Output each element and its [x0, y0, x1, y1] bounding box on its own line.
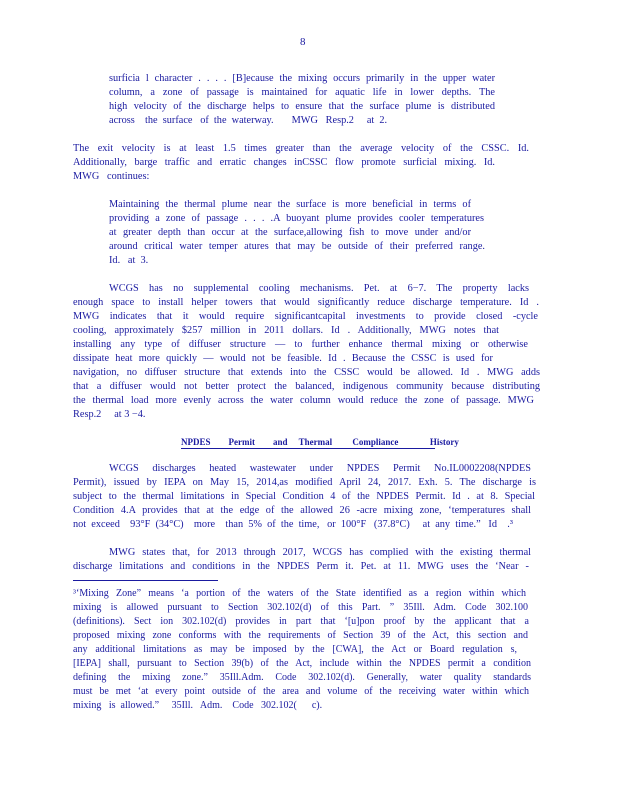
page-number: 8 — [300, 36, 306, 48]
para3-line: Condition 4.A provides that at the edge of the allowed 26 -acre mixing zone, ‘temperatures shall — [73, 505, 531, 516]
para2-line: enough space to install helper towers that would significantly reduce discharge temperature. Id . — [73, 297, 539, 308]
footnote-line: proposed mixing zone conforms with the requirements of Section 39 of the Act, this section and — [73, 630, 528, 641]
quote1-line: high velocity of the discharge helps to ensure that the surface plume is distributed — [109, 101, 495, 112]
quote2-line: providing a zone of passage . . . .A buoyant plume provides cooler temperatures — [109, 213, 484, 224]
footnote-line: (definitions). Sect ion 302.102(d) provides in part that ‘[u]pon proof by the applicant that a — [73, 616, 529, 627]
footnote-line: ³‘Mixing Zone” means ‘a portion of the waters of the State identified as a region within which — [73, 588, 526, 599]
para2-line: MWG indicates that it would require significantcapital investments to provide closed -cycle — [73, 311, 538, 322]
para2-line: navigation, no diffuser structure that extends into the CSSC would be allowed. Id . MWG adds — [73, 367, 540, 378]
quote1-line: across the surface of the waterway. MWG Resp.2 at 2. — [109, 115, 388, 126]
quote2-line: at greater depth than occur at the surface,allowing fish to move under and/or — [109, 227, 471, 238]
para2-line: WCGS has no supplemental cooling mechanisms. Pet. at 6−7. The property lacks — [109, 283, 529, 294]
para2-line: the thermal load more evenly across the water column would reduce the zone of passage. MWG — [73, 395, 534, 406]
footnote-line: [IEPA] shall, pursuant to Section 39(b) of the Act, include within the NPDES permit a condition — [73, 658, 531, 669]
para2-line: dissipate heat more quickly — would not be feasible. Id . Because the CSSC is used for — [73, 353, 493, 364]
para4-line: MWG states that, for 2013 through 2017, WCGS has complied with the existing thermal — [109, 547, 531, 558]
para3-line: WCGS discharges heated wastewater under NPDES Permit No.IL0002208(NPDES — [109, 463, 531, 474]
para3-line: not exceed 93°F (34°C) more than 5% of the time, or 100°F (37.8°C) at any time.” Id .³ — [73, 519, 513, 530]
para3-line: subject to the thermal limitations in Special Condition 4 of the NPDES Permit. Id . at 8. Special — [73, 491, 535, 502]
para4-line: discharge limitations and conditions in the NPDES Perm it. Pet. at 11. MWG uses the ‘Near - — [73, 561, 529, 572]
footnote-line: defining the mixing zone.” 35Ill.Adm. Code 302.102(d). Generally, water quality standards — [73, 672, 531, 683]
para2-line: cooling, approximately $257 million in 2011 dollars. Id . Additionally, MWG notes that — [73, 325, 499, 336]
quote1-line: column, a zone of passage is maintained for aquatic life in lower depths. The — [109, 87, 495, 98]
para1-line: MWG continues: — [73, 171, 150, 182]
para2-line: that a diffuser would not better protect the balanced, indigenous community because distributing — [73, 381, 540, 392]
section-heading: NPDES Permit and Thermal Compliance History — [181, 437, 459, 447]
footnote-line: mixing is allowed.” 35Ill. Adm. Code 302.102( c). — [73, 700, 323, 711]
para2-line: Resp.2 at 3 −4. — [73, 409, 146, 420]
para1-line: The exit velocity is at least 1.5 times greater than the average velocity of the CSSC. Id. — [73, 143, 529, 154]
footnote-line: any additional limitations as may be imposed by the [CWA], the Act or Board regulation s, — [73, 644, 517, 655]
para2-line: installing any type of diffuser structure — to further enhance thermal mixing or otherwise — [73, 339, 528, 350]
footnote-line: mixing is allowed pursuant to Section 302.102(d) of this Part. ” 35Ill. Adm. Code 302.100 — [73, 602, 528, 613]
quote1-line: surficia l character . . . . [B]ecause the mixing occurs primarily in the upper water — [109, 73, 495, 84]
para3-line: Permit), issued by IEPA on May 15, 2014,as modified April 24, 2017. Exh. 5. The discharge is — [73, 477, 536, 488]
footnote-separator — [73, 580, 218, 581]
footnote-line: must be met ‘at every point outside of the area and volume of the receiving water within which — [73, 686, 529, 697]
quote2-line: Id. at 3. — [109, 255, 149, 266]
quote2-line: around critical water temper atures that may be outside of their preferred range. — [109, 241, 485, 252]
para1-line: Additionally, barge traffic and erratic changes inCSSC flow promote surficial mixing. Id. — [73, 157, 495, 168]
quote2-line: Maintaining the thermal plume near the surface is more beneficial in terms of — [109, 199, 471, 210]
